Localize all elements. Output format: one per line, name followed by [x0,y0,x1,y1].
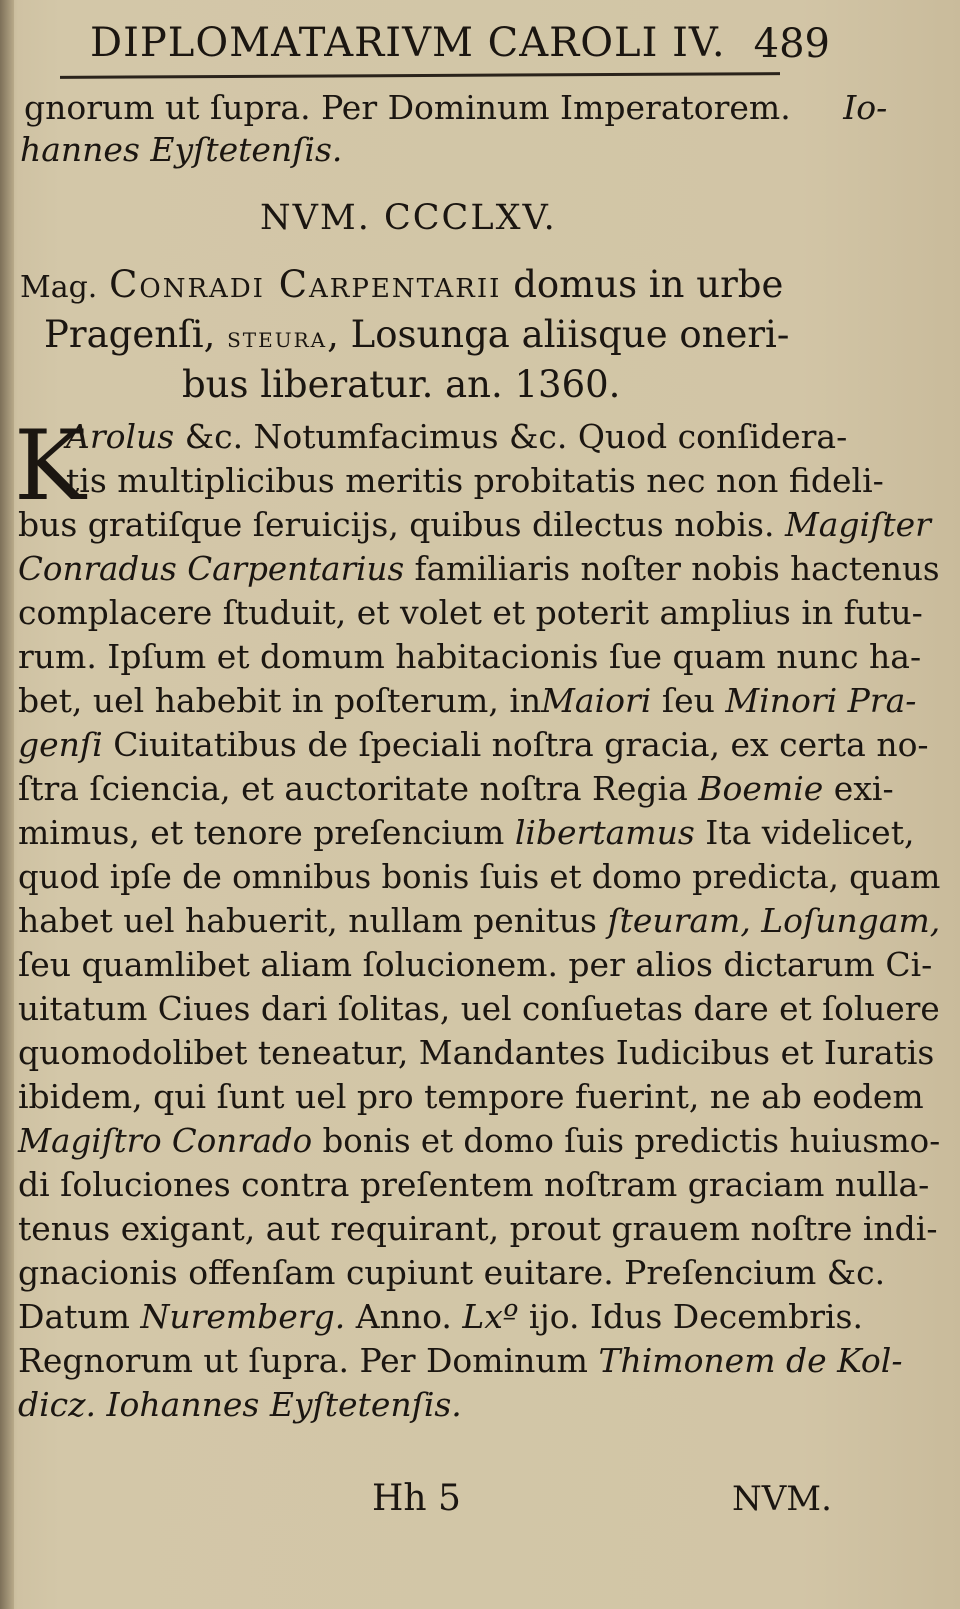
body-line-16: ibidem, qui ſunt uel pro tempore fuerint, ne ab eodem [18,1077,924,1116]
body-line-13: ſeu quamlibet aliam ſolucionem. per alios dictarum Ci- [18,945,933,984]
body-line-9: ſtra ſciencia, et auctoritate noſtra Regia Boemie exi- [18,769,894,808]
body-line-21: Datum Nuremberg. Anno. Lxº ijo. Idus Decembris. [18,1297,863,1336]
body-line-23: dicz. Iohannes Eyſtetenſis. [18,1385,462,1424]
body-line-8: genſi Ciuitatibus de ſpeciali noſtra gracia, ex certa no- [18,725,929,764]
body-line-2: tis multiplicibus meritis probitatis nec non fideli- [66,461,884,500]
summary-line-2: Pragenſi, steura, Losunga aliisque oneri- [44,313,790,356]
body-line-17: Magiſtro Conrado bonis et domo ſuis predictis huiusmo- [18,1121,941,1160]
document-number-heading: NVM. CCCLXV. [260,198,557,238]
body-line-7: bet, uel habebit in poſterum, inMaiori ſeu Minori Pra- [18,681,917,720]
catchword: NVM. [732,1479,832,1519]
body-line-4: Conradus Carpentarius familiaris noſter nobis hactenus [18,549,940,588]
body-line-6: rum. Ipſum et domum habitacionis ſue quam nunc ha- [18,637,922,676]
body-line-10: mimus, et tenore preſencium libertamus Ita videlicet, [18,813,915,852]
body-line-3: bus gratiſque ſeruicijs, quibus dilectus nobis. Magiſter [18,505,931,544]
drop-capital: K [14,410,86,522]
body-line-20: gnacionis offenſam cupiunt euitare. Preſencium &c. [18,1253,886,1292]
body-line-11: quod ipſe de omnibus bonis ſuis et domo predicta, quam [18,857,941,896]
body-line-5: complacere ſtuduit, et volet et poterit amplius in futu- [18,593,923,632]
page-number: 489 [753,21,830,67]
running-title: DIPLOMATARIVM CAROLI IV. [90,20,726,66]
body-line-18: di ſoluciones contra preſentem noſtram graciam nulla- [18,1165,930,1204]
summary-line-3: bus liberatur. an. 1360. [182,363,621,406]
body-line-14: uitatum Ciues dari ſolitas, uel conſuetas dare et ſoluere [18,989,940,1028]
summary-line-1: Mag. Conradi Carpentarii domus in urbe [20,263,784,306]
body-line-19: tenus exigant, aut requirant, prout grauem noſtre indi- [18,1209,938,1248]
signature-mark: Hh 5 [372,1478,461,1519]
continuation-line-2: hannes Eyſtetenſis. [20,130,343,169]
body-line-22: Regnorum ut ſupra. Per Dominum Thimonem de Kol- [18,1341,903,1380]
body-line-15: quomodolibet teneatur, Mandantes Iudicibus et Iuratis [18,1033,935,1072]
continuation-line-1: gnorum ut ſupra. Per Dominum Imperatorem. Io- [24,88,888,127]
body-line-1: Arolus &c. Notumfacimus &c. Quod conſidera- [66,417,848,456]
body-line-12: habet uel habuerit, nullam penitus ſteuram, Loſungam, [18,901,941,940]
